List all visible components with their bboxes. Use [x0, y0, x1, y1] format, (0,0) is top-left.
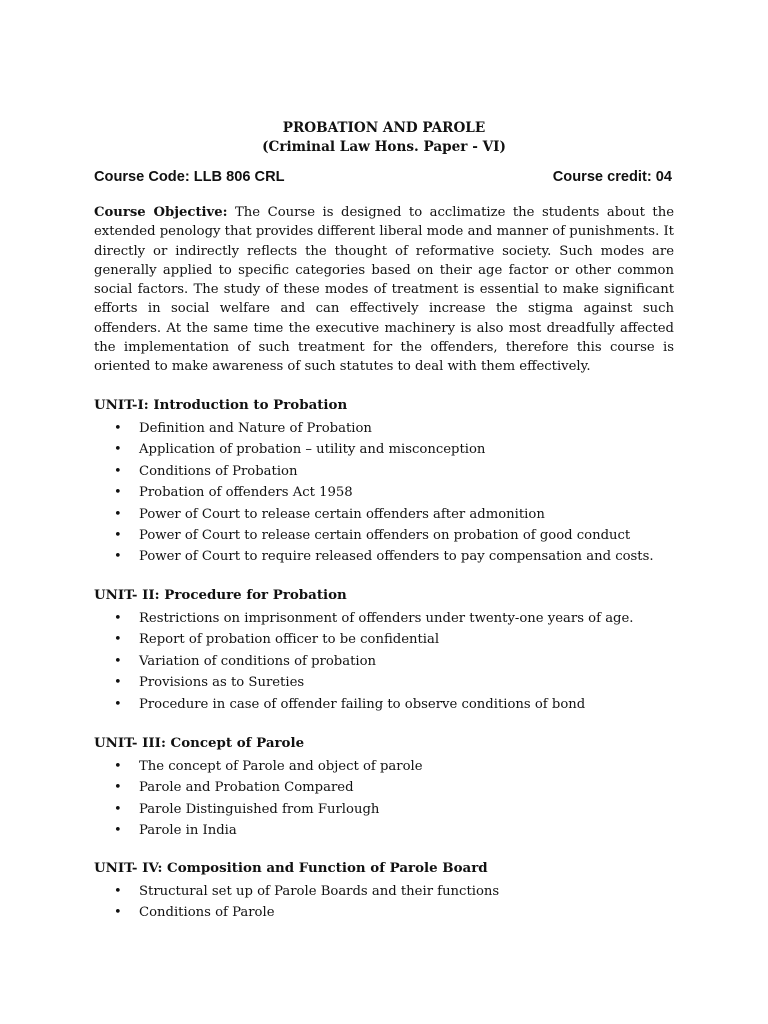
unit-items — [94, 418, 694, 568]
bullet-icon: • — [114, 463, 122, 479]
unit-heading: UNIT- III: Concept of Parole — [94, 735, 305, 751]
list-item: • Provisions as to Sureties — [94, 672, 694, 693]
list-item: • Conditions of Parole — [94, 902, 694, 923]
bullet-icon: • — [114, 696, 122, 712]
bullet-icon: • — [114, 485, 122, 501]
bullet-icon: • — [114, 632, 122, 648]
list-item: • Conditions of Probation — [94, 461, 694, 482]
unit-items — [94, 881, 694, 924]
bullet-icon: • — [114, 823, 122, 839]
bullet-icon: • — [114, 506, 122, 522]
list-item: • Application of probation – utility and misconception — [94, 439, 694, 460]
document-subtitle: (Criminal Law Hons. Paper - VI) — [262, 139, 506, 155]
bullet-icon: • — [114, 759, 122, 774]
bullet-icon: • — [114, 611, 122, 626]
document-title: PROBATION AND PAROLE — [282, 120, 486, 136]
unit-items — [94, 608, 694, 715]
list-item: • Structural set up of Parole Boards and their functions — [94, 881, 694, 902]
bullet-icon: • — [114, 653, 122, 669]
bullet-icon: • — [114, 528, 122, 544]
list-item: • Probation of offenders Act 1958 — [94, 482, 694, 503]
course-objective — [94, 203, 674, 377]
list-item: • Parole and Probation Compared — [94, 777, 694, 798]
title-block — [0, 119, 768, 157]
bullet-icon: • — [114, 549, 122, 565]
list-item: • Report of probation officer to be confidential — [94, 629, 694, 650]
bullet-icon: • — [114, 675, 122, 691]
unit-1 — [94, 397, 694, 568]
unit-3 — [94, 735, 694, 842]
list-item: • Procedure in case of offender failing to observe conditions of bond — [94, 694, 694, 715]
list-item: • Power of Court to release certain offenders after admonition — [94, 504, 694, 525]
unit-heading: UNIT- II: Procedure for Probation — [94, 587, 347, 603]
bullet-icon: • — [114, 905, 122, 921]
list-item: • Power of Court to require released offenders to pay compensation and costs. — [94, 546, 694, 567]
unit-heading: UNIT-I: Introduction to Probation — [94, 397, 348, 413]
bullet-icon: • — [114, 421, 122, 436]
unit-2 — [94, 587, 694, 715]
bullet-icon: • — [114, 780, 122, 796]
course-meta-row — [94, 169, 672, 185]
list-item: • The concept of Parole and object of parole — [94, 756, 694, 777]
list-item: • Power of Court to release certain offenders on probation of good conduct — [94, 525, 694, 546]
course-code: Course Code: LLB 806 CRL — [94, 169, 285, 185]
course-objective-text: The Course is designed to acclimatize the students about the extended penology that provides different liberal mode and manner of punishments. It directly or indirectly reflects the thought of reformative society. Such modes are generally applied to specific categories based on their age factor or other common social factors. The study of these modes of treatment is essential to make significant efforts in social welfare and can effectively increase the stigma against such offenders. At the same time the executive machinery is also most dreadfully affected the implementation of such treatment for the offenders, therefore this course is oriented to make awareness of such statutes to deal with them effectively. — [94, 205, 674, 375]
unit-items — [94, 756, 694, 842]
bullet-icon: • — [114, 442, 122, 458]
list-item: • Parole in India — [94, 820, 694, 841]
list-item: • Restrictions on imprisonment of offenders under twenty-one years of age. — [94, 608, 694, 629]
course-objective-label: Course Objective: — [94, 205, 228, 220]
bullet-icon: • — [114, 801, 122, 817]
bullet-icon: • — [114, 884, 122, 899]
list-item: • Parole Distinguished from Furlough — [94, 799, 694, 820]
list-item: • Definition and Nature of Probation — [94, 418, 694, 439]
unit-heading: UNIT- IV: Composition and Function of Parole Board — [94, 860, 488, 876]
list-item: • Variation of conditions of probation — [94, 651, 694, 672]
course-credit: Course credit: 04 — [552, 169, 672, 185]
unit-4 — [94, 860, 694, 924]
